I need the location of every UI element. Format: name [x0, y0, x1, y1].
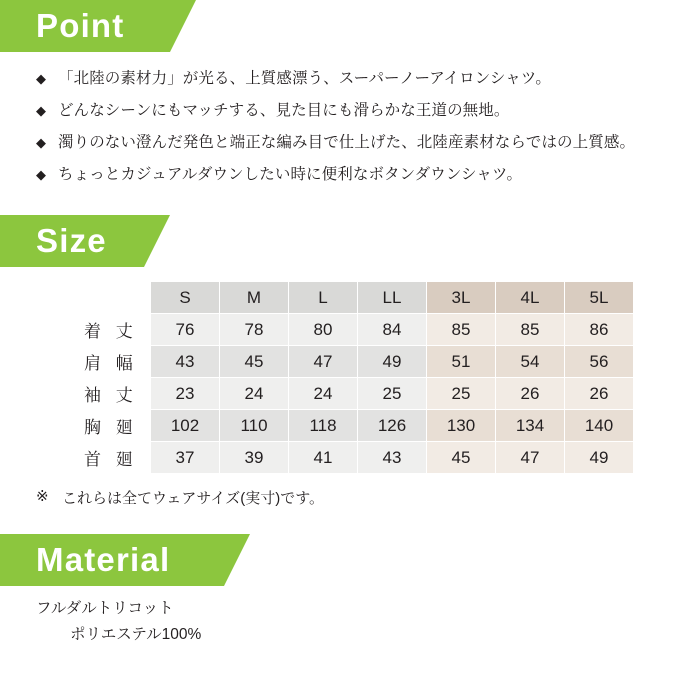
diamond-icon: ◆ — [36, 71, 46, 86]
size-table — [84, 281, 634, 474]
table-corner-cell — [84, 282, 151, 314]
row-label: 肩 幅 — [84, 346, 151, 378]
list-item — [36, 130, 670, 155]
point-item-text: 濁りのない澄んだ発色と端正な編み目で仕上げた、北陸産素材ならではの上質感。 — [58, 134, 636, 151]
diamond-icon: ◆ — [36, 103, 46, 118]
table-cell: 23 — [151, 378, 220, 410]
row-label: 首 廻 — [84, 442, 151, 474]
table-header-row — [84, 282, 634, 314]
table-cell: 49 — [358, 346, 427, 378]
table-cell: 85 — [427, 314, 496, 346]
table-cell: 140 — [565, 410, 634, 442]
table-cell: 80 — [289, 314, 358, 346]
diamond-icon: ◆ — [36, 135, 46, 150]
table-row — [84, 442, 634, 474]
table-cell: 54 — [496, 346, 565, 378]
table-cell: 51 — [427, 346, 496, 378]
point-item-text: 「北陸の素材力」が光る、上質感漂う、スーパーノーアイロンシャツ。 — [58, 70, 551, 87]
table-cell: 43 — [151, 346, 220, 378]
table-cell: 26 — [565, 378, 634, 410]
table-row — [84, 378, 634, 410]
table-cell: 26 — [496, 378, 565, 410]
table-cell: 25 — [358, 378, 427, 410]
table-cell: 78 — [220, 314, 289, 346]
table-row — [84, 410, 634, 442]
table-cell: 24 — [220, 378, 289, 410]
material-line: ポリエステル100% — [70, 626, 202, 643]
point-item-text: ちょっとカジュアルダウンしたい時に便利なボタンダウンシャツ。 — [58, 166, 523, 183]
section-heading-material: Material — [36, 541, 171, 578]
table-cell: 39 — [220, 442, 289, 474]
list-item — [36, 162, 670, 187]
section-banner-material — [0, 534, 700, 586]
table-cell: 102 — [151, 410, 220, 442]
table-cell: 41 — [289, 442, 358, 474]
table-cell: 84 — [358, 314, 427, 346]
column-header: 5L — [565, 282, 634, 314]
column-header: 3L — [427, 282, 496, 314]
table-cell: 45 — [427, 442, 496, 474]
size-note — [36, 487, 700, 508]
section-banner-point — [0, 0, 700, 52]
table-cell: 85 — [496, 314, 565, 346]
table-cell: 130 — [427, 410, 496, 442]
section-banner-size — [0, 215, 700, 267]
table-cell: 45 — [220, 346, 289, 378]
list-item — [36, 98, 670, 123]
table-cell: 86 — [565, 314, 634, 346]
column-header: 4L — [496, 282, 565, 314]
size-table-wrapper — [0, 267, 700, 508]
section-heading-point: Point — [36, 7, 125, 44]
size-note-text: これらは全てウェアサイズ(実寸)です。 — [62, 490, 324, 507]
asterisk-mark-icon: ※ — [36, 488, 49, 505]
column-header: M — [220, 282, 289, 314]
column-header: LL — [358, 282, 427, 314]
column-header: S — [151, 282, 220, 314]
row-label: 胸 廻 — [84, 410, 151, 442]
table-cell: 56 — [565, 346, 634, 378]
table-row — [84, 346, 634, 378]
table-cell: 126 — [358, 410, 427, 442]
list-item — [36, 66, 670, 91]
row-label: 着 丈 — [84, 314, 151, 346]
table-cell: 110 — [220, 410, 289, 442]
row-label: 袖 丈 — [84, 378, 151, 410]
table-cell: 118 — [289, 410, 358, 442]
column-header: L — [289, 282, 358, 314]
table-cell: 134 — [496, 410, 565, 442]
table-row — [84, 314, 634, 346]
table-cell: 47 — [496, 442, 565, 474]
table-cell: 25 — [427, 378, 496, 410]
table-cell: 49 — [565, 442, 634, 474]
material-line: フルダルトリコット — [36, 600, 174, 617]
material-list — [0, 586, 700, 648]
point-list — [0, 52, 700, 187]
table-cell: 43 — [358, 442, 427, 474]
table-cell: 37 — [151, 442, 220, 474]
table-cell: 47 — [289, 346, 358, 378]
section-heading-size: Size — [36, 222, 107, 259]
table-cell: 76 — [151, 314, 220, 346]
table-cell: 24 — [289, 378, 358, 410]
diamond-icon: ◆ — [36, 167, 46, 182]
point-item-text: どんなシーンにもマッチする、見た目にも滑らかな王道の無地。 — [58, 102, 510, 119]
